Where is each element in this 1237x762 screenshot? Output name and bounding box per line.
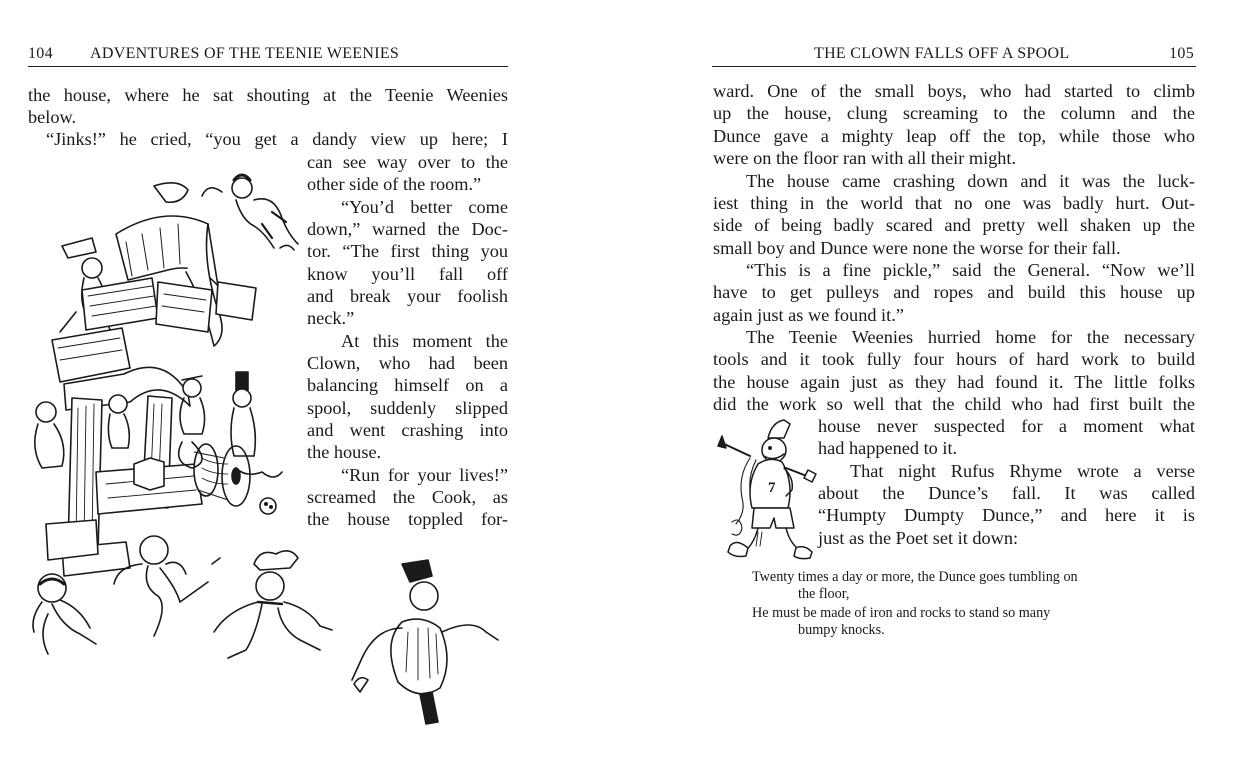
- right-page: [618, 0, 1237, 762]
- right-running-head: [712, 42, 1196, 67]
- clown-falling-figure: [352, 560, 498, 724]
- text-line: other side of the room.”: [307, 174, 482, 194]
- text-line: neck.”: [307, 308, 355, 328]
- verse-line: He must be made of iron and rocks to stand so many: [752, 605, 1051, 621]
- text-line: about the Dunce’s fall. It was called: [818, 483, 1195, 503]
- text-line: can see way over to the: [307, 152, 508, 172]
- dunce-leaping-figure: [202, 175, 298, 250]
- text-line: down,” warned the Doc-: [307, 219, 508, 239]
- text-line: That night Rufus Rhyme wrote a verse: [850, 461, 1195, 481]
- left-page: [0, 0, 618, 762]
- text-line: small boy and Dunce were none the worse for their fall.: [713, 238, 1121, 258]
- text-line: the house again just as they had found it. The little folks: [713, 372, 1195, 392]
- text-line: Clown, who had been: [307, 353, 508, 373]
- left-running-head: [28, 42, 508, 67]
- text-line: ward. One of the small boys, who had started to climb: [713, 81, 1195, 101]
- running-figure-center: [114, 536, 220, 636]
- text-line: the house, where he sat shouting at the Teenie Weenies: [28, 85, 508, 105]
- text-line: the house toppled for-: [307, 509, 508, 529]
- text-line: below.: [28, 107, 77, 127]
- text-line: were on the floor ran with all their might.: [713, 148, 1017, 168]
- left-running-title: ADVENTURES OF THE TEENIE WEENIES: [90, 45, 400, 62]
- verse-line: the floor,: [798, 586, 850, 602]
- running-figure-left: [33, 574, 96, 654]
- text-line: “This is a fine pickle,” said the General. “Now we’ll: [746, 260, 1195, 280]
- text-line: tor. “The first thing you: [307, 241, 508, 261]
- text-line: have to get pulleys and ropes and build this house up: [713, 282, 1195, 302]
- verse-line: bumpy knocks.: [798, 622, 885, 638]
- text-line: the house.: [307, 442, 382, 462]
- spool: [194, 444, 250, 506]
- text-line: did the work so well that the child who had first built the: [713, 394, 1195, 414]
- text-line: just as the Poet set it down:: [818, 528, 1019, 548]
- text-line: The Teenie Weenies hurried home for the necessary: [746, 327, 1195, 347]
- text-line: The house came crashing down and it was the luck-: [746, 171, 1195, 191]
- text-line: know you’ll fall off: [307, 264, 508, 284]
- text-line: Dunce gave a mighty leap off the top, while those who: [713, 126, 1195, 146]
- text-line: At this moment the: [341, 331, 508, 351]
- text-line: side of being badly scared and pretty well shaken up the: [713, 215, 1195, 235]
- text-line: up the house, clung screaming to the column and the: [713, 103, 1195, 123]
- cook-running-figure: [214, 551, 332, 658]
- text-line: tools and it took fully four hours of hard work to build: [713, 349, 1195, 369]
- text-line: iest thing in the world that no one was badly hurt. Out-: [713, 193, 1195, 213]
- text-line: house never suspected for a moment what: [818, 416, 1195, 436]
- text-line: “Jinks!” he cried, “you get a dandy view up here; I: [46, 129, 508, 149]
- text-line: “You’d better come: [341, 197, 508, 217]
- text-line: “Humpty Dumpty Dunce,” and here it is: [818, 505, 1195, 525]
- text-line: spool, suddenly slipped: [307, 398, 508, 418]
- text-line: “Run for your lives!”: [341, 465, 508, 485]
- left-page-number: 104: [28, 45, 53, 62]
- text-line: balancing himself on a: [307, 375, 508, 395]
- text-line: and break your foolish: [307, 286, 508, 306]
- right-page-number: 105: [1169, 45, 1194, 62]
- dunce-walking-illustration: [716, 418, 818, 568]
- text-line: again just as we found it.”: [713, 305, 904, 325]
- text-line: screamed the Cook, as: [307, 487, 508, 507]
- jersey-number: 7: [768, 480, 776, 496]
- right-running-title: THE CLOWN FALLS OFF A SPOOL: [814, 45, 1070, 62]
- text-line: had happened to it.: [818, 438, 958, 458]
- verse-line: Twenty times a day or more, the Dunce goes tumbling on: [752, 569, 1078, 585]
- text-line: and went crashing into: [307, 420, 508, 440]
- toppling-house-illustration: [22, 172, 502, 732]
